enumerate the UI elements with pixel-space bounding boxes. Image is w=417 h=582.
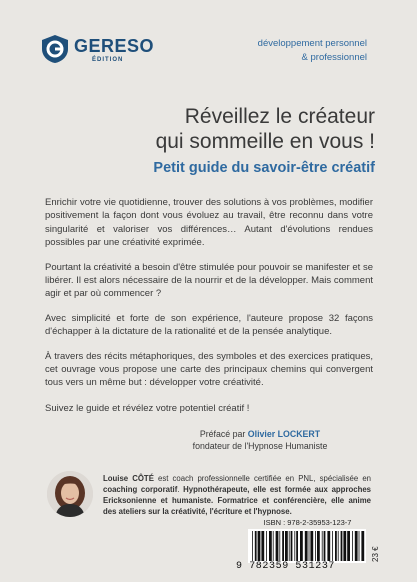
barcode-bar xyxy=(296,531,298,561)
barcode-bar xyxy=(300,531,303,561)
barcode-bar xyxy=(343,531,346,561)
barcode-bar xyxy=(291,531,293,561)
barcode-bar xyxy=(355,531,358,561)
price: 23 € xyxy=(371,546,380,562)
collection-line-1: développement personnel xyxy=(257,38,367,49)
barcode-bar xyxy=(324,531,326,561)
author-name: Louise CÔTÉ xyxy=(103,474,154,483)
barcode-bar xyxy=(273,531,274,561)
barcode-bar xyxy=(309,531,310,561)
blurb-paragraph-5: Suivez le guide et révélez votre potentiel créatif ! xyxy=(45,402,250,414)
barcode-bar xyxy=(285,531,288,561)
author-photo xyxy=(47,471,93,517)
blurb-paragraph-4: À travers des récits métaphoriques, des symboles et des exercices pratiques, cet ouvrage vous propose une carte des principaux chemins qui convergent tous vers un même but : développer votre créativité. xyxy=(45,350,373,389)
barcode-bar xyxy=(359,531,360,561)
barcode-bar xyxy=(338,531,339,561)
barcode-bar xyxy=(269,531,272,561)
publisher-logo xyxy=(40,34,170,68)
barcode-bar xyxy=(255,531,257,561)
barcode-bar xyxy=(322,531,323,561)
blurb-paragraph-2: Pourtant la créativité a besoin d'être stimulée pour pouvoir se manifester et se libérer. Il est alors nécessaire de la nourrir et de la développer. Mais comment agir et par où commencer ? xyxy=(45,261,373,300)
book-subtitle: Petit guide du savoir-être créatif xyxy=(153,160,375,176)
collection-line-2: & professionnel xyxy=(301,52,367,63)
barcode-bar xyxy=(361,531,364,561)
barcode-bar xyxy=(347,531,350,561)
barcode-bar xyxy=(276,531,279,561)
preface-credit xyxy=(140,428,380,452)
barcode-bar xyxy=(315,531,316,561)
barcode-bar xyxy=(327,531,330,561)
barcode-bar xyxy=(258,531,261,561)
preface-label: Préfacé par xyxy=(199,429,246,439)
author-bio: Louise CÔTÉ est coach professionnelle certifiée en PNL, spécialisée en coaching corporatif. Hypnothérapeute, elle est formée aux approches Ericksonienne et humaniste. Formatrice et conférencière, elle anime des ateliers sur la créativité, l'écriture et l'hypnose. xyxy=(103,474,372,516)
publisher-name: GERESO xyxy=(74,36,155,56)
collection-label xyxy=(227,37,367,65)
isbn: ISBN : 978-2-35953-123-7 xyxy=(263,518,352,527)
barcode-bar xyxy=(310,531,313,561)
blurb xyxy=(45,196,373,426)
publisher-sub: ÉDITION xyxy=(92,57,124,63)
barcode-bar xyxy=(289,531,290,561)
barcode-bar xyxy=(317,531,320,561)
barcode-bar xyxy=(335,531,337,561)
barcode-bar xyxy=(341,531,343,561)
author-portrait-icon xyxy=(47,471,93,517)
title-line-1: Réveillez le créateur xyxy=(184,105,375,128)
barcode-bar xyxy=(305,531,308,561)
barcode-bar xyxy=(352,531,353,561)
blurb-paragraph-1: Enrichir votre vie quotidienne, trouver des solutions à vos problèmes, modifier positivement la façon dont vous évoluez au travail, être reconnu dans votre singularité et valoriser vos différences… Autant d'évolutions rendues possibles par une créativité exprimée. xyxy=(45,197,373,249)
barcode-bar xyxy=(282,531,284,561)
barcode-bar xyxy=(266,531,267,561)
barcode-bar xyxy=(332,531,333,561)
book-title xyxy=(20,104,375,154)
blurb-paragraph-3: Avec simplicité et forte de son expérience, l'auteure propose 32 façons d'échapper à la dictature de la rationalité et de la pensée analytique. xyxy=(45,312,373,338)
barcode xyxy=(248,529,366,563)
preface-author: Olivier LOCKERT xyxy=(247,429,321,439)
barcode-bar xyxy=(261,531,264,561)
preface-role: fondateur de l'Hypnose Humaniste xyxy=(192,441,328,451)
gereso-shield-icon xyxy=(40,34,70,64)
title-line-2: qui sommeille en vous ! xyxy=(155,130,375,153)
barcode-digits: 9 782359 531237 xyxy=(236,561,336,572)
barcode-bar xyxy=(252,531,253,561)
barcode-bar xyxy=(279,531,280,561)
barcode-bar xyxy=(294,531,295,561)
